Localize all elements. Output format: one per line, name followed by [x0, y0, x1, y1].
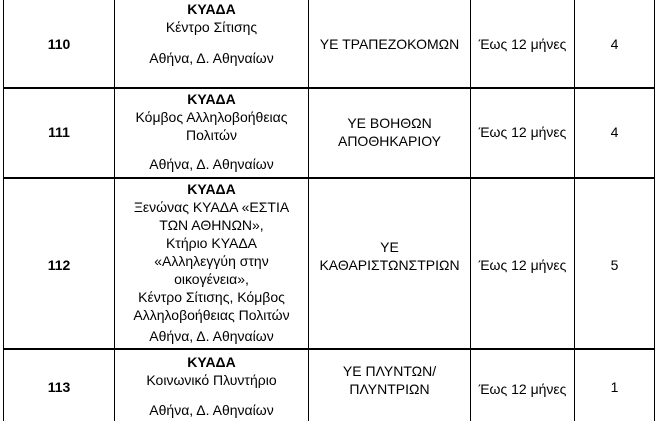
service-line: Ξενώνας ΚΥΑΔΑ «ΕΣΤΙΑ	[133, 199, 290, 215]
column-divider	[3, 0, 4, 421]
location: Αθήνα, Δ. Αθηναίων	[149, 156, 274, 172]
row-divider	[3, 349, 655, 350]
specialty-line: ΠΛΥΝΤΡΙΩΝ	[349, 381, 430, 397]
position-count: 1	[610, 379, 619, 395]
service-line: ΤΩΝ ΑΘΗΝΩΝ»,	[159, 217, 264, 233]
row-number: 110	[47, 36, 71, 52]
specialty-line: ΥΕ	[380, 239, 399, 255]
service-cell	[115, 353, 308, 389]
position-count: 5	[610, 257, 619, 273]
location: Αθήνα, Δ. Αθηναίων	[149, 402, 274, 418]
service-cell	[115, 180, 308, 324]
column-divider	[574, 0, 575, 421]
specialty-cell	[309, 362, 470, 398]
service-line: Κόμβος Αλληλοβοήθειας	[135, 109, 288, 125]
row-divider	[3, 88, 655, 89]
row-number: 111	[48, 124, 70, 140]
service-line: Αλληλοβοήθειας Πολιτών	[133, 307, 290, 323]
column-divider	[654, 0, 655, 421]
duration: Έως 12 μήνες	[478, 257, 567, 273]
service-line: Πολιτών	[185, 127, 237, 143]
column-divider	[308, 0, 309, 421]
service-line: Κτήριο ΚΥΑΔΑ	[165, 235, 258, 251]
location: Αθήνα, Δ. Αθηναίων	[149, 50, 274, 66]
duration: Έως 12 μήνες	[478, 381, 567, 397]
specialty-line: ΥΕ ΒΟΗΘΩΝ	[347, 115, 432, 131]
org-name: ΚΥΑΔΑ	[187, 91, 236, 107]
duration: Έως 12 μήνες	[478, 36, 567, 52]
position-count: 4	[610, 124, 619, 140]
specialty-line: ΥΕ ΠΛΥΝΤΩΝ/	[342, 363, 437, 379]
specialty-cell	[309, 35, 470, 53]
specialty-line: ΚΑΘΑΡΙΣΤΩΝΣΤΡΙΩΝ	[319, 257, 460, 273]
service-line: Κέντρο Σίτισης	[165, 19, 258, 35]
location: Αθήνα, Δ. Αθηναίων	[149, 328, 274, 344]
service-line: Κέντρο Σίτισης, Κόμβος	[138, 289, 285, 305]
row-divider	[3, 178, 655, 179]
duration: Έως 12 μήνες	[478, 124, 567, 140]
row-number: 113	[47, 379, 71, 395]
specialty-line: ΥΕ ΤΡΑΠΕΖΟΚΟΜΩΝ	[319, 36, 460, 52]
org-name: ΚΥΑΔΑ	[187, 181, 236, 197]
position-count: 4	[610, 36, 619, 52]
service-line: οικογένεια»,	[174, 271, 249, 287]
row-number: 112	[47, 257, 71, 273]
service-cell	[115, 90, 308, 144]
service-cell	[115, 0, 308, 36]
org-name: ΚΥΑΔΑ	[187, 1, 236, 17]
specialty-line: ΑΠΟΘΗΚΑΡΙΟΥ	[337, 133, 442, 149]
service-line: Κοινωνικό Πλυντήριο	[146, 372, 277, 388]
column-divider	[470, 0, 471, 421]
specialty-cell	[309, 238, 470, 274]
org-name: ΚΥΑΔΑ	[187, 354, 236, 370]
service-line: «Αλληλεγγύη στην	[154, 253, 269, 269]
specialty-cell	[309, 114, 470, 150]
